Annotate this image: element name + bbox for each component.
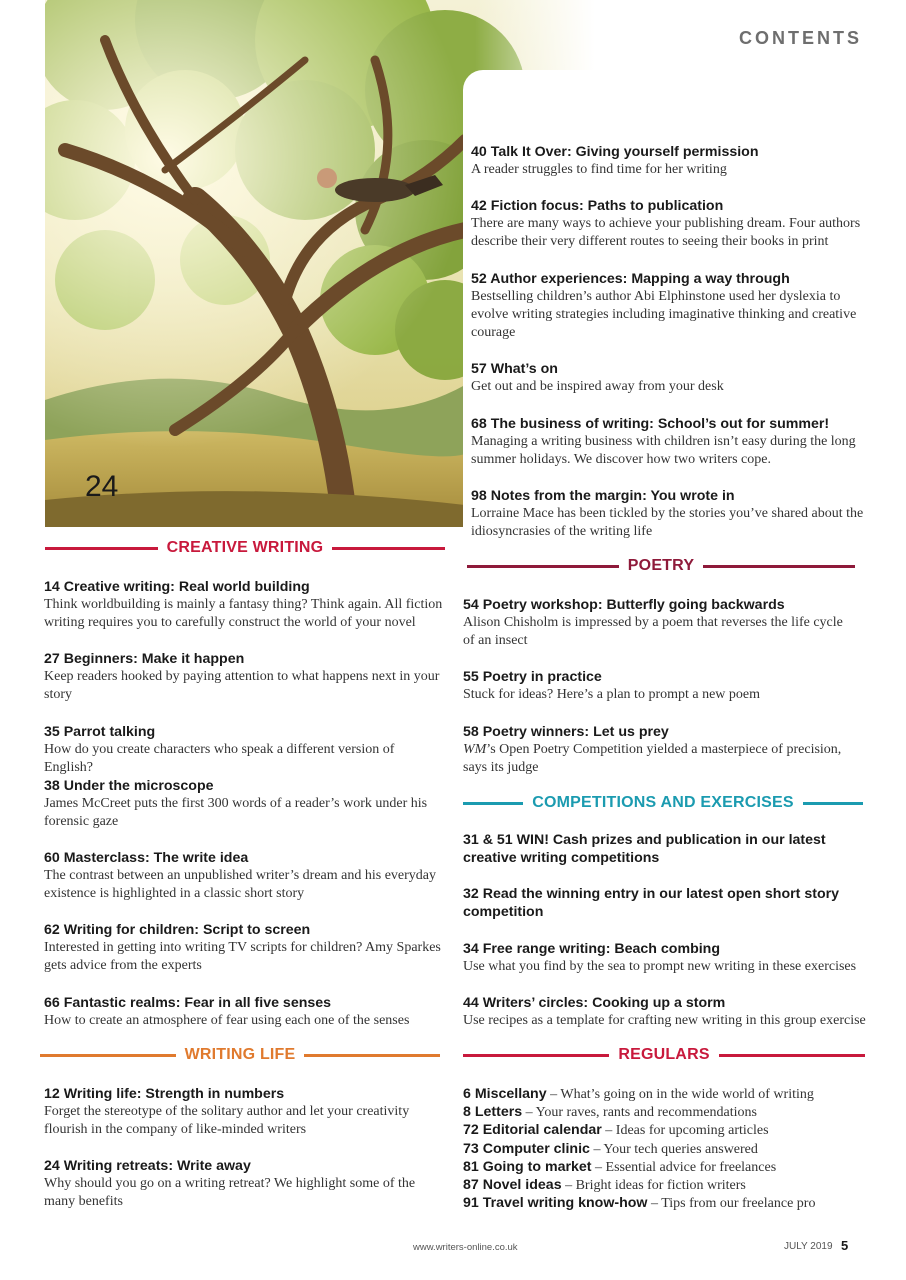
regular-title: 72 Editorial calendar: [463, 1122, 602, 1138]
list-item[interactable]: [44, 723, 446, 777]
list-item[interactable]: [463, 723, 863, 777]
section-rule: [304, 1054, 440, 1057]
entry-title: 35 Parrot talking: [44, 724, 156, 740]
regular-description: – What’s going on in the wide world of writing: [546, 1087, 814, 1102]
regular-title: 81 Going to market: [463, 1159, 592, 1175]
regular-description: – Ideas for upcoming articles: [601, 1123, 769, 1138]
description-text: ’s Open Poetry Competition yielded a masterpiece of precision, says its judge: [463, 742, 842, 775]
regular-item[interactable]: [463, 1158, 776, 1177]
footer-issue-date: JULY 2019: [784, 1241, 833, 1252]
list-item[interactable]: [463, 994, 873, 1030]
list-item[interactable]: [471, 143, 871, 179]
section-title: CREATIVE WRITING: [166, 539, 324, 556]
list-item[interactable]: [44, 1157, 446, 1211]
entry-description: How do you create characters who speak a different version of English?: [44, 742, 395, 775]
entry-title: 66 Fantastic realms: Fear in all five senses: [44, 995, 332, 1011]
page-number: 5: [841, 1238, 849, 1253]
entry-title: 12 Writing life: Strength in numbers: [44, 1086, 285, 1102]
regular-title: 6 Miscellany: [463, 1086, 547, 1102]
list-item[interactable]: [471, 415, 871, 469]
entry-title: 58 Poetry winners: Let us prey: [463, 724, 669, 740]
regular-item[interactable]: [463, 1194, 815, 1213]
list-item[interactable]: [44, 994, 446, 1030]
section-title: REGULARS: [618, 1046, 710, 1063]
section-title: COMPETITIONS AND EXERCISES: [532, 794, 794, 811]
entry-title: 62 Writing for children: Script to screen: [44, 922, 311, 938]
list-item[interactable]: [471, 197, 871, 251]
entry-description: How to create an atmosphere of fear using each one of the senses: [44, 1013, 410, 1028]
regular-description: – Your raves, rants and recommendations: [522, 1105, 757, 1120]
entry-title: 32 Read the winning entry in our latest open short story competition: [463, 886, 840, 920]
entry-description: [463, 741, 863, 777]
list-item[interactable]: [463, 668, 863, 704]
list-item[interactable]: [44, 578, 446, 632]
section-rule: [45, 547, 158, 550]
entry-description: Managing a writing business with children isn’t easy during the long summer holidays. We discover how two writers cope.: [471, 434, 856, 467]
entry-title: 34 Free range writing: Beach combing: [463, 941, 721, 957]
list-item[interactable]: [44, 921, 446, 975]
entry-description: Think worldbuilding is mainly a fantasy thing? Think again. All fiction writing requires you to carefully construct the world of your novel: [44, 597, 443, 630]
regular-item[interactable]: [463, 1103, 757, 1122]
entry-title: 14 Creative writing: Real world building: [44, 579, 310, 595]
regular-title: 87 Novel ideas: [463, 1177, 562, 1193]
entry-description: Lorraine Mace has been tickled by the stories you’ve shared about the idiosyncrasies of the writing life: [471, 506, 864, 539]
entry-title: 98 Notes from the margin: You wrote in: [471, 488, 735, 504]
list-item[interactable]: [44, 777, 446, 831]
list-item[interactable]: [44, 650, 446, 704]
section-title: WRITING LIFE: [184, 1046, 296, 1063]
list-item[interactable]: [44, 1085, 446, 1139]
entry-description: Bestselling children’s author Abi Elphinstone used her dyslexia to evolve writing strategies including imaginative thinking and creative courage: [471, 289, 857, 340]
section-rule: [803, 802, 863, 805]
entry-description: James McCreet puts the first 300 words of a reader’s work under his forensic gaze: [44, 796, 428, 829]
entry-description: Forget the stereotype of the solitary author and let your creativity flourish in the company of like-minded writers: [44, 1104, 410, 1137]
section-rule: [332, 547, 445, 550]
page-label: CONTENTS: [739, 28, 862, 48]
magazine-abbrev: WM: [463, 742, 487, 757]
entry-description: Interested in getting into writing TV scripts for children? Amy Sparkes gets advice from the experts: [44, 940, 441, 973]
entry-title: 31 & 51 WIN! Cash prizes and publication in our latest creative writing competitions: [463, 832, 826, 866]
entry-title: 68 The business of writing: School’s out for summer!: [471, 416, 830, 432]
entry-description: Why should you go on a writing retreat? We highlight some of the many benefits: [44, 1176, 416, 1209]
regular-description: – Your tech queries answered: [589, 1142, 758, 1157]
section-rule: [40, 1054, 176, 1057]
regular-item[interactable]: [463, 1121, 769, 1140]
regular-description: – Essential advice for freelances: [591, 1160, 777, 1175]
list-item[interactable]: [463, 596, 863, 650]
list-item[interactable]: [471, 487, 871, 541]
entry-title: 54 Poetry workshop: Butterfly going backwards: [463, 597, 785, 613]
entry-description: Stuck for ideas? Here’s a plan to prompt a new poem: [463, 687, 761, 702]
entry-title: 40 Talk It Over: Giving yourself permission: [471, 144, 759, 160]
entry-title: 38 Under the microscope: [44, 778, 214, 794]
section-rule: [463, 802, 523, 805]
regular-item[interactable]: [463, 1176, 746, 1195]
entry-title: 27 Beginners: Make it happen: [44, 651, 245, 667]
entry-title: 57 What’s on: [471, 361, 558, 377]
section-title: POETRY: [627, 557, 695, 574]
entry-title: 55 Poetry in practice: [463, 669, 602, 685]
entry-title: 24 Writing retreats: Write away: [44, 1158, 251, 1174]
regular-title: 8 Letters: [463, 1104, 523, 1120]
section-header-creative-writing: [45, 538, 445, 558]
entry-title: 44 Writers’ circles: Cooking up a storm: [463, 995, 726, 1011]
section-rule: [467, 565, 619, 568]
footer-url[interactable]: www.writers-online.co.uk: [413, 1242, 518, 1253]
entry-description: Use recipes as a template for crafting new writing in this group exercise: [463, 1013, 866, 1028]
list-item[interactable]: [463, 831, 863, 867]
entry-description: Get out and be inspired away from your desk: [471, 379, 724, 394]
entry-title: 52 Author experiences: Mapping a way through: [471, 271, 790, 287]
regular-description: – Bright ideas for fiction writers: [561, 1178, 746, 1193]
section-rule: [703, 565, 855, 568]
list-item[interactable]: [471, 360, 871, 396]
section-header-regulars: [463, 1045, 865, 1065]
entry-title: 42 Fiction focus: Paths to publication: [471, 198, 724, 214]
list-item[interactable]: [463, 940, 863, 976]
entry-description: Use what you find by the sea to prompt new writing in these exercises: [463, 959, 857, 974]
photo-fade: [475, 0, 595, 80]
regular-title: 73 Computer clinic: [463, 1141, 590, 1157]
list-item[interactable]: [44, 849, 446, 903]
entry-title: 60 Masterclass: The write idea: [44, 850, 249, 866]
section-header-writing-life: [40, 1045, 440, 1065]
photo-page-reference: 24: [85, 470, 119, 503]
regular-item[interactable]: [463, 1085, 814, 1104]
list-item[interactable]: [463, 885, 863, 921]
list-item[interactable]: [471, 270, 871, 342]
section-rule: [463, 1054, 609, 1057]
regular-item[interactable]: [463, 1140, 758, 1159]
entry-description: Keep readers hooked by paying attention to what happens next in your story: [44, 669, 440, 702]
entry-description: The contrast between an unpublished writer’s dream and his everyday existence is highlighted in a classic short story: [44, 868, 436, 901]
regular-description: – Tips from our freelance pro: [647, 1196, 816, 1211]
entry-description: A reader struggles to find time for her writing: [471, 162, 727, 177]
regular-title: 91 Travel writing know-how: [463, 1195, 648, 1211]
entry-description: There are many ways to achieve your publishing dream. Four authors describe their very different routes to seeing their books in print: [471, 216, 861, 249]
section-rule: [719, 1054, 865, 1057]
section-header-poetry: [467, 556, 855, 576]
section-header-competitions: [463, 793, 863, 813]
entry-description: Alison Chisholm is impressed by a poem that reverses the life cycle of an insect: [463, 615, 843, 648]
